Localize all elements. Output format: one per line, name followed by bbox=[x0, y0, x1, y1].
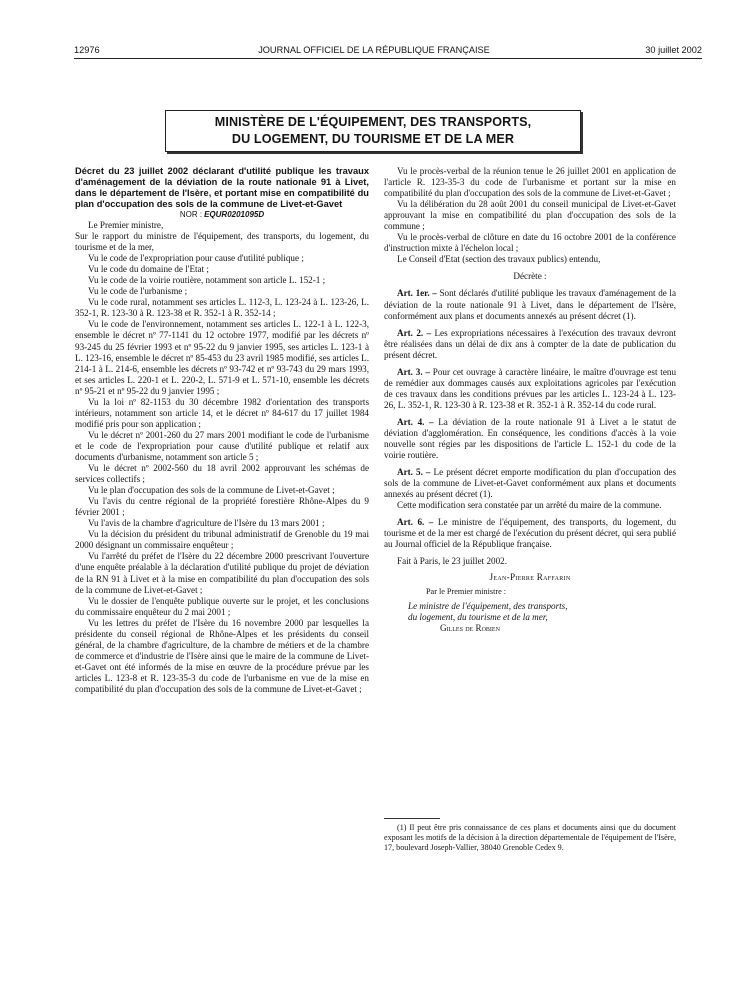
visa-paragraph: Vu l'avis de la chambre d'agriculture de l'Isère du 13 mars 2001 ; bbox=[88, 518, 325, 529]
article-text: Les expropriations nécessaires à l'exécution des travaux devront être réalisées dans un délai de dix ans à compter de la date de publication du présent décret. bbox=[384, 327, 676, 360]
visa-paragraph: Vu la loi nº 82-1153 du 30 décembre 1982 d'orientation des transports intérieurs, notamment son article 14, et le décret nº 84-617 du 17 juillet 1984 modifié pris pour son application ; bbox=[75, 396, 369, 429]
article-5-continuation: Cette modification sera constatée par un arrêté du maire de la commune. bbox=[397, 500, 662, 511]
visa-paragraph: Vu la délibération du 28 août 2001 du conseil municipal de Livet-et-Gavet approuvant la mise en compatibilité du plan d'occupation des sols de la commune ; bbox=[384, 199, 676, 232]
minister-title-line-2: du logement, du tourisme et de la mer, bbox=[408, 611, 548, 622]
article-text: Sont déclarés d'utilité publique les travaux d'aménagement de la déviation de la route nationale 91 à Livet, dans le département de l'Isère, conformément aux plans et documents annexés au présent décret (1). bbox=[384, 288, 677, 321]
ministry-line-1: MINISTÈRE DE L'ÉQUIPEMENT, DES TRANSPORTS, bbox=[214, 115, 532, 129]
visa-paragraph: Vu le décret nº 2001-260 du 27 mars 2001 modifiant le code de l'urbanisme et le code de l'expropriation pour cause d'utilité publique et relatif aux documents d'urbanisme, notamment son article 5 ; bbox=[75, 429, 369, 462]
article-label: Art. 3. – bbox=[397, 366, 430, 377]
visa-paragraph: Vu le code du domaine de l'Etat ; bbox=[88, 264, 209, 275]
minister-title-line-1: Le ministre de l'équipement, des transports, bbox=[408, 600, 568, 611]
article-label: Art. 2. – bbox=[397, 327, 432, 338]
header-rule bbox=[74, 58, 702, 59]
visa-paragraph: Vu le code de l'urbanisme ; bbox=[88, 286, 188, 297]
article-text: Le ministre de l'équipement, des transports, du logement, du tourisme et de la mer est chargé de l'exécution du présent décret, qui sera publié au Journal officiel de la République française. bbox=[384, 517, 677, 550]
visa-paragraph: Vu le dossier de l'enquête publique ouverte sur le projet, et les conclusions du commissaire enquêteur du 2 mai 2001 ; bbox=[75, 595, 369, 617]
visa-paragraph: Vu l'avis du centre régional de la propriété forestière Rhône-Alpes du 9 février 2001 ; bbox=[75, 496, 369, 518]
article-text: La déviation de la route nationale 91 à Livet a le statut de déviation d'agglomération. En conséquence, les conditions d'accès à la voie nouvelle sont régies par les dispositions de l'article L. 152-1 du code de la voirie routière. bbox=[384, 416, 677, 461]
article-text: Pour cet ouvrage à caractère linéaire, le maître d'ouvrage est tenu de remédier aux dommages causés aux exploitations agricoles par l'exécution de ces travaux dans les conditions prévues par les articles L. 123-24 à L. 123-26, L. 352-1, R. 123-30 à R. 123-38 et R. 352-1 à R. 352-14 du code rural. bbox=[384, 366, 677, 410]
visa-paragraph: Le Conseil d'Etat (section des travaux publics) entendu, bbox=[397, 254, 601, 265]
article-5 bbox=[384, 467, 676, 500]
minister-signature: Gilles de Robien bbox=[440, 622, 500, 633]
nor-code: EQUR0201095D bbox=[204, 210, 265, 219]
footnote: (1) Il peut être pris connaissance de ces plans et documents ainsi que du document exposant les motifs de la décision à la direction départementale de l'équipement de l'Isère, 17, boulevard Joseph-Vallier, 38040 Grenoble Cedex 9. bbox=[384, 823, 676, 852]
visa-paragraph: Vu la décision du président du tribunal administratif de Grenoble du 19 mai 2000 désignant un commissaire enquêteur ; bbox=[75, 529, 369, 551]
article-label: Art. 1er. – bbox=[397, 288, 437, 299]
prime-minister-signature: Jean-Pierre Raffarin bbox=[489, 571, 571, 582]
visa-paragraph: Vu le code rural, notamment ses articles L. 112-3, L. 123-24 à L. 123-26, L. 352-1, R. 123-30 à R. 123-38 et R. 352-1 à R. 352-14 ; bbox=[75, 297, 369, 319]
page-number: 12976 bbox=[74, 45, 100, 55]
visa-paragraph: Vu le procès-verbal de clôture en date du 16 octobre 2001 de la conférence d'instruction mixte à l'échelon local ; bbox=[384, 232, 676, 254]
article-label: Art. 4. – bbox=[397, 416, 434, 427]
footnote-rule bbox=[384, 818, 440, 819]
nor-label: NOR : bbox=[179, 210, 203, 219]
countersign-intro: Par le Premier ministre : bbox=[426, 586, 507, 596]
ministry-line-2: DU LOGEMENT, DU TOURISME ET DE LA MER bbox=[231, 132, 515, 146]
article-text: Le présent décret emporte modification du plan d'occupation des sols de la commune de Livet-et-Gavet conformément aux plans et documents annexés au présent décret (1). bbox=[384, 467, 677, 500]
visa-paragraph: Vu l'arrêté du préfet de l'Isère du 22 décembre 2000 prescrivant l'ouverture d'une enquête préalable à la déclaration d'utilité publique du projet de déviation de la RN 91 à Livet et à la mise en compatibilité du plan d'occupation des sols de la commune de Livet-et-Gavet ; bbox=[75, 551, 369, 595]
ministry-box bbox=[165, 110, 581, 152]
article-1 bbox=[384, 288, 676, 321]
decree-title: Décret du 23 juillet 2002 déclarant d'utilité publique les travaux d'aménagement de la déviation de la route nationale 91 à Livet, dans le département de l'Isère, et portant mise en compatibilité du plan d'occupation des sols de la commune de Livet-et-Gavet bbox=[75, 166, 369, 209]
visa-paragraph: Vu le code de la voirie routière, notamment son article L. 152-1 ; bbox=[88, 275, 326, 286]
opening-line: Le Premier ministre, bbox=[88, 220, 164, 230]
article-3 bbox=[384, 367, 676, 411]
visa-paragraph: Vu les lettres du préfet de l'Isère du 16 novembre 2000 par lesquelles la présidente du conseil régional de Rhône-Alpes et les présidents du conseil général, de la chambre d'agriculture, de la chambre de métiers et de la chambre de commerce et d'industrie de l'Isère ainsi que le maire de la commune de Livet-et-Gavet ont été informés de la mise en œuvre de la procédure prévue par les articles L. 123-8 et R. 123-35-3 du code de l'urbanisme en vue de la mise en compatibilité du plan d'occupation des sols de la commune de Livet-et-Gavet ; bbox=[75, 617, 369, 694]
decrete-line: Décrète : bbox=[513, 271, 547, 282]
journal-title: JOURNAL OFFICIEL DE LA RÉPUBLIQUE FRANÇAISE bbox=[258, 45, 490, 55]
place-and-date: Fait à Paris, le 23 juillet 2002. bbox=[397, 556, 507, 567]
article-2 bbox=[384, 328, 676, 361]
visa-paragraph: Sur le rapport du ministre de l'équipement, des transports, du logement, du tourisme et de la mer, bbox=[75, 231, 369, 253]
article-label: Art. 5. – bbox=[397, 467, 431, 478]
article-label: Art. 6. – bbox=[397, 517, 434, 528]
visa-paragraph: Vu le décret nº 2002-560 du 18 avril 2002 approuvant les schémas de services collectifs ; bbox=[75, 463, 369, 485]
visa-paragraph: Vu le code de l'environnement, notamment ses articles L. 122-1 à L. 122-3, ensemble le décret nº 77-1141 du 12 octobre 1977, modifié par les décrets nº 93-245 du 25 février 1993 et nº 95-22 du 9 janvier 1995, ses articles L. 123-1 à L. 123-16, ensemble le décret nº 85-453 du 23 avril 1985 modifié, ses articles L. 214-1 à L. 214-6, ensemble les décrets nº 93-742 et nº 93-743 du 29 mars 1993, et ses articles L. 220-1 et L. 220-2, L. 571-9 et L. 571-10, ensemble les décrets nº 95-21 et nº 95-22 du 9 janvier 1995 ; bbox=[75, 319, 369, 396]
nor-reference bbox=[75, 210, 369, 220]
visa-paragraph: Vu le procès-verbal de la réunion tenue le 26 juillet 2001 en application de l'article R. 123-35-3 du code de l'urbanisme et portant sur la mise en compatibilité du plan d'occupation des sols de la commune de Livet-et-Gavet ; bbox=[384, 166, 676, 199]
visa-paragraph: Vu le plan d'occupation des sols de la commune de Livet-et-Gavet ; bbox=[88, 485, 335, 496]
article-6 bbox=[384, 517, 676, 550]
left-column bbox=[75, 166, 369, 695]
issue-date: 30 juillet 2002 bbox=[645, 45, 702, 55]
right-column bbox=[384, 166, 676, 634]
article-4 bbox=[384, 417, 676, 461]
visa-paragraph: Vu le code de l'expropriation pour cause d'utilité publique ; bbox=[88, 253, 304, 264]
